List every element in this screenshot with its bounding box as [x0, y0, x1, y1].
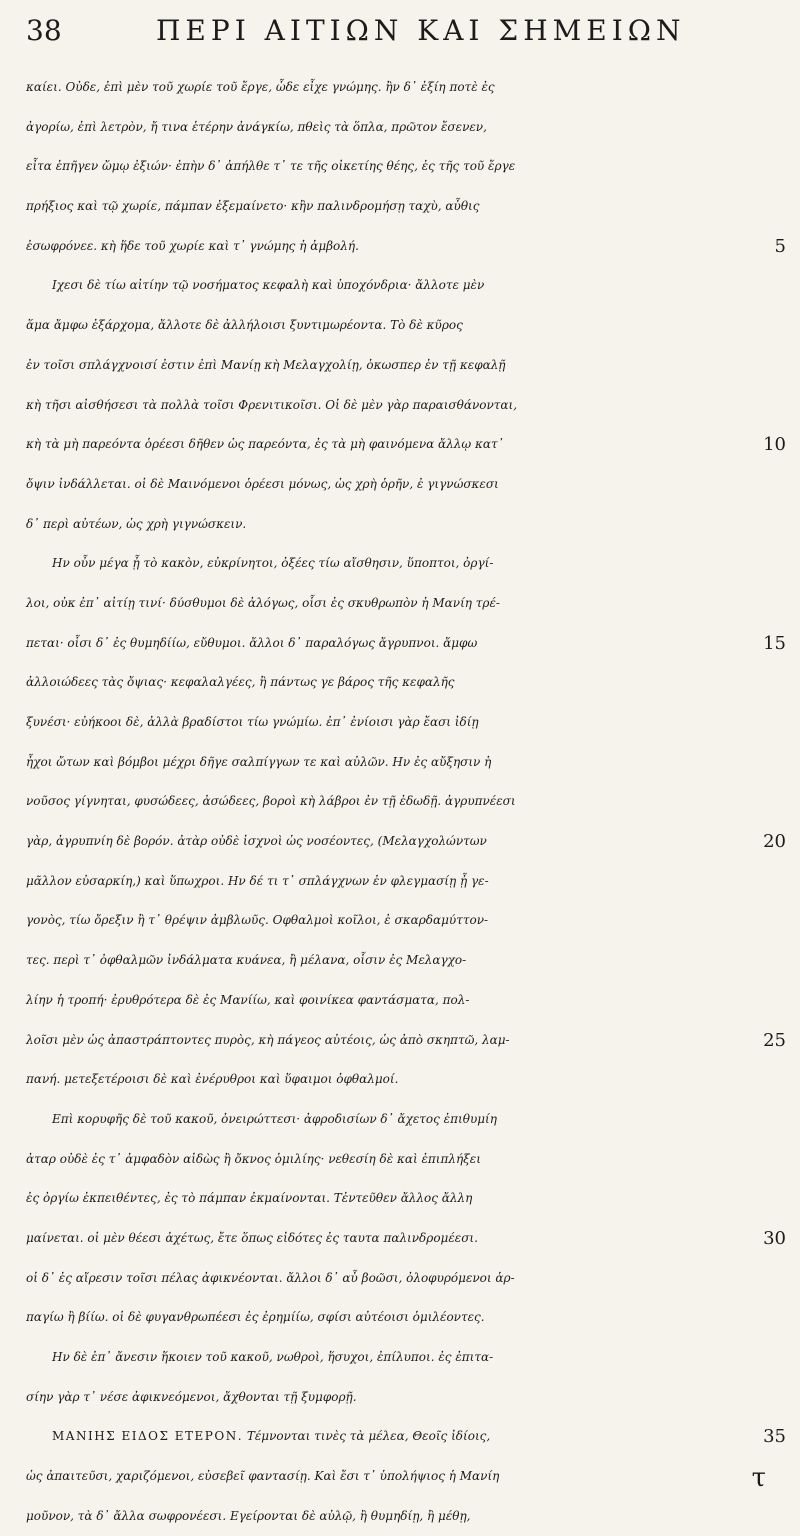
line-number: 20 [763, 831, 786, 853]
line-text: οἱ δ᾽ ἐς αἴρεσιν τοῖσι πέλας ἀφικνέονται. ἄλλοι δ᾽ αὖ βοῶσι, ὀλοφυρόμενοι ἁρ- [26, 1270, 515, 1285]
text-line [26, 465, 778, 505]
text-line [26, 1497, 778, 1536]
line-text: ἐσωφρόνεε. κὴ ἥδε τοῦ χωρίε καὶ τ᾽ γνώμης ἡ ἀμβολή. [26, 238, 359, 253]
text-line [26, 306, 778, 346]
line-text: μοῦνον, τὰ δ᾽ ἄλλα σωφρονέεσι. Εγείρονται δὲ αὐλῷ, ἢ θυμηδίῃ, ἢ μέθῃ, [26, 1508, 471, 1523]
text-line [26, 227, 786, 267]
line-text: γονὸς, τίω ὄρεξιν ἢ τ᾽ θρέψιν ἀμβλωῦς. Οφθαλμοὶ κοῖλοι, ἐ σκαρδαμύττον- [26, 913, 489, 928]
section-heading: ΜΑΝΙΗΣ ΕΙΔΟΣ ΕΤΕΡΟΝ. [52, 1429, 244, 1444]
text-line [26, 941, 778, 981]
text-line [26, 1219, 786, 1259]
text-line [26, 544, 778, 584]
text-line [26, 505, 778, 545]
text-line [26, 1417, 786, 1457]
text-line [26, 624, 786, 664]
text-line [26, 1457, 778, 1497]
text-line [26, 1021, 786, 1061]
line-text: ὡς ἀπαιτεῦσι, χαριζόμενοι, εὐσεβεῖ φαντασίῃ. Καὶ ἔσι τ᾽ ὑπολήψιος ἡ Μανίη [26, 1469, 500, 1484]
text-line [26, 782, 778, 822]
text-line [26, 1179, 778, 1219]
line-text: πρήξιος καὶ τῷ χωρίε, πάμπαν ἐξεμαίνετο· κἢν παλινδρομήσῃ ταχὺ, αὖθις [26, 199, 480, 214]
line-text: εἶτα ἐπῆγεν ὤμῳ ἐξιών· ἐπὴν δ᾽ ἀπήλθε τ᾽ τε τῆς οἰκετίης θέης, ἐς τῆς τοῦ ἔργε [26, 159, 516, 174]
line-number: 5 [774, 235, 786, 257]
text-line [26, 584, 778, 624]
line-number: 10 [763, 434, 786, 456]
line-text: ἀγορίω, ἐπὶ λετρὸν, ἤ τινα ἑτέρην ἀνάγκίω, πθεὶς τὰ ὅπλα, πρῶτον ἔσενεν, [26, 119, 487, 134]
text-line [26, 822, 786, 862]
text-line [26, 147, 778, 187]
line-text: λοι, οὐκ ἐπ᾽ αἰτίῃ τινί· δύσθυμοι δὲ ἀλόγως, οἷσι ἐς σκυθρωπὸν ἡ Μανίη τρέ- [26, 595, 500, 610]
text-line [26, 1100, 778, 1140]
text-line [26, 743, 778, 783]
text-line [26, 386, 778, 426]
text-line [26, 663, 778, 703]
line-text: Ην οὖν μέγα ᾖ τὸ κακὸν, εὐκρίνητοι, ὀξέες τίω αἴσθησιν, ὕποπτοι, ὀργί- [52, 556, 494, 571]
page-number: 38 [26, 14, 62, 47]
text-line [26, 862, 778, 902]
line-text: νοῦσος γίγνηται, φυσώδεες, ἀσώδεες, βοροὶ κὴ λάβροι ἐν τῇ ἐδωδῇ. ἀγρυπνέεσι [26, 794, 516, 809]
line-text: κὴ τῆσι αἰσθήσεσι τὰ πολλὰ τοῖσι Φρενιτικοῖσι. Οἱ δὲ μὲν γὰρ παραισθάνονται, [26, 397, 518, 412]
line-text: λοῖσι μὲν ὡς ἀπαστράπτοντες πυρὸς, κὴ πάγεος αὐτέοις, ὡς ἀπὸ σκηπτῶ, λαμ- [26, 1032, 510, 1047]
line-text: Ιχεσι δὲ τίω αἰτίην τῷ νοσήματος κεφαλὴ καὶ ὑποχόνδρια· ἄλλοτε μὲν [52, 278, 485, 293]
line-number: 25 [763, 1029, 786, 1051]
running-title: ΠΕΡΙ ΑΙΤΙΩΝ ΚΑΙ ΣΗΜΕΙΩΝ [156, 14, 686, 47]
line-text: ἦχοι ὤτων καὶ βόμβοι μέχρι δῆγε σαλπίγγων τε καὶ αὐλῶν. Ην ἐς αὔξησιν ἡ [26, 754, 492, 769]
text-line [26, 1338, 778, 1378]
text-line [26, 981, 778, 1021]
line-text: ἐν τοῖσι σπλάγχνοισί ἐστιν ἐπὶ Μανίῃ κὴ Μελαγχολίῃ, ὁκωσπερ ἐν τῇ κεφαλῇ [26, 357, 506, 372]
line-text: γὰρ, ἀγρυπνίη δὲ βορόν. ἀτὰρ οὐδὲ ἰσχνοὶ ὡς νοσέοντες, (Μελαγχολώντων [26, 834, 487, 849]
greek-text-body [26, 68, 786, 1536]
line-text: Επὶ κορυφῆς δὲ τοῦ κακοῦ, ὀνειρώττεσι· ἀφροδισίων δ᾽ ἄχετος ἐπιθυμίη [52, 1111, 497, 1126]
line-text: ὄψιν ἰνδάλλεται. οἱ δὲ Μαινόμενοι ὁρέεσι μόνως, ὡς χρὴ ὁρῆν, ἐ γιγνώσκεσι [26, 476, 499, 491]
text-line [26, 68, 778, 108]
line-text: τες. περὶ τ᾽ ὀφθαλμῶν ἰνδάλματα κυάνεα, ἢ μέλανα, οἷσιν ἐς Μελαγχο- [26, 953, 467, 968]
line-text: ξυνέσι· εὐήκοοι δὲ, ἀλλὰ βραδίστοι τίω γνώμίω. ἐπ᾽ ἐνίοισι γὰρ ἔασι ἰδίῃ [26, 715, 479, 729]
line-number: 35 [763, 1426, 786, 1448]
line-text: ἀλλοιώδεες τὰς ὄψιας· κεφαλαλγέες, ἢ πάντως γε βάρος τῆς κεφαλῆς [26, 675, 455, 690]
line-text: Ην δὲ ἐπ᾽ ἄνεσιν ἥκοιεν τοῦ κακοῦ, νωθροὶ, ἥσυχοι, ἐπίλυποι. ἐς ἐπιτα- [52, 1350, 494, 1364]
line-text: ἅμα ἄμφω ἐξάρχομα, ἄλλοτε δὲ ἀλλήλοισι ξυντιμωρέοντα. Τὸ δὲ κῦρος [26, 318, 463, 333]
line-text: Τέμνονται τινὲς τὰ μέλεα, Θεοῖς ἰδίοις, [246, 1429, 491, 1444]
text-line [26, 187, 778, 227]
line-text: παγίω ἢ βίίω. οἱ δὲ φυγανθρωπέεσι ἐς ἐρημίίω, σφίσι αὐτέοισι ὁμιλέοντες. [26, 1310, 485, 1325]
text-line [26, 1259, 778, 1299]
text-line [26, 1140, 778, 1180]
text-line [26, 346, 778, 386]
text-line [26, 266, 778, 306]
text-line [26, 703, 778, 743]
line-text: πανή. μετεξετέροισι δὲ καὶ ἐνέρυθροι καὶ ὕφαιμοι ὀφθαλμοί. [26, 1072, 399, 1087]
line-text: κὴ τὰ μὴ παρεόντα ὁρέεσι δῆθεν ὡς παρεόντα, ἐς τὰ μὴ φαινόμενα ἄλλῳ κατ᾽ [26, 437, 504, 452]
line-text: ἐς ὀργίω ἐκπειθέντες, ἐς τὸ πάμπαν ἐκμαίνονται. Τἐντεῦθεν ἄλλος ἄλλη [26, 1191, 473, 1206]
text-line [26, 425, 786, 465]
line-text: μᾶλλον εὐσαρκίη,) καὶ ὕπωχροι. Ην δέ τι τ᾽ σπλάγχνων ἐν φλεγμασίῃ ᾖ γε- [26, 873, 489, 888]
line-text: πεται· οἷσι δ᾽ ἐς θυμηδίίω, εὔθυμοι. ἄλλοι δ᾽ παραλόγως ἄγρυπνοι. ἄμφω [26, 635, 478, 650]
page-header [26, 14, 686, 66]
line-text: λίην ἡ τροπή· ἐρυθρότερα δὲ ἐς Μανίίω, καὶ φοινίκεα φαντάσματα, πολ- [26, 992, 470, 1007]
line-text: μαίνεται. οἱ μὲν θέεσι ἀχέτως, ἔτε ὅπως εἰδότες ἐς ταυτα παλινδρομέεσι. [26, 1230, 478, 1245]
line-number: 15 [763, 632, 786, 654]
line-text: ἀταρ οὐδὲ ἐς τ᾽ ἀμφαδὸν αἰδὼς ἢ ὄκνος ὁμιλίης· νεθεσίη δὲ καὶ ἐπιπλήξει [26, 1151, 481, 1166]
line-text: καίει. Οὐδε, ἐπὶ μὲν τοῦ χωρίε τοῦ ἔργε, ὧδε εἶχε γνώμης. ἢν δ᾽ ἐξίη ποτὲ ἐς [26, 80, 495, 94]
text-line [26, 108, 778, 148]
line-number: 30 [763, 1227, 786, 1249]
text-line [26, 901, 778, 941]
text-line [26, 1378, 778, 1418]
text-line [26, 1298, 778, 1338]
catchword: τ [751, 1463, 766, 1493]
line-text: σίην γὰρ τ᾽ νέσε ἀφικνεόμενοι, ἄχθονται τῇ ξυμφορῇ. [26, 1389, 357, 1404]
text-line [26, 1060, 778, 1100]
line-text: δ᾽ περὶ αὐτέων, ὡς χρὴ γιγνώσκειν. [26, 516, 247, 531]
